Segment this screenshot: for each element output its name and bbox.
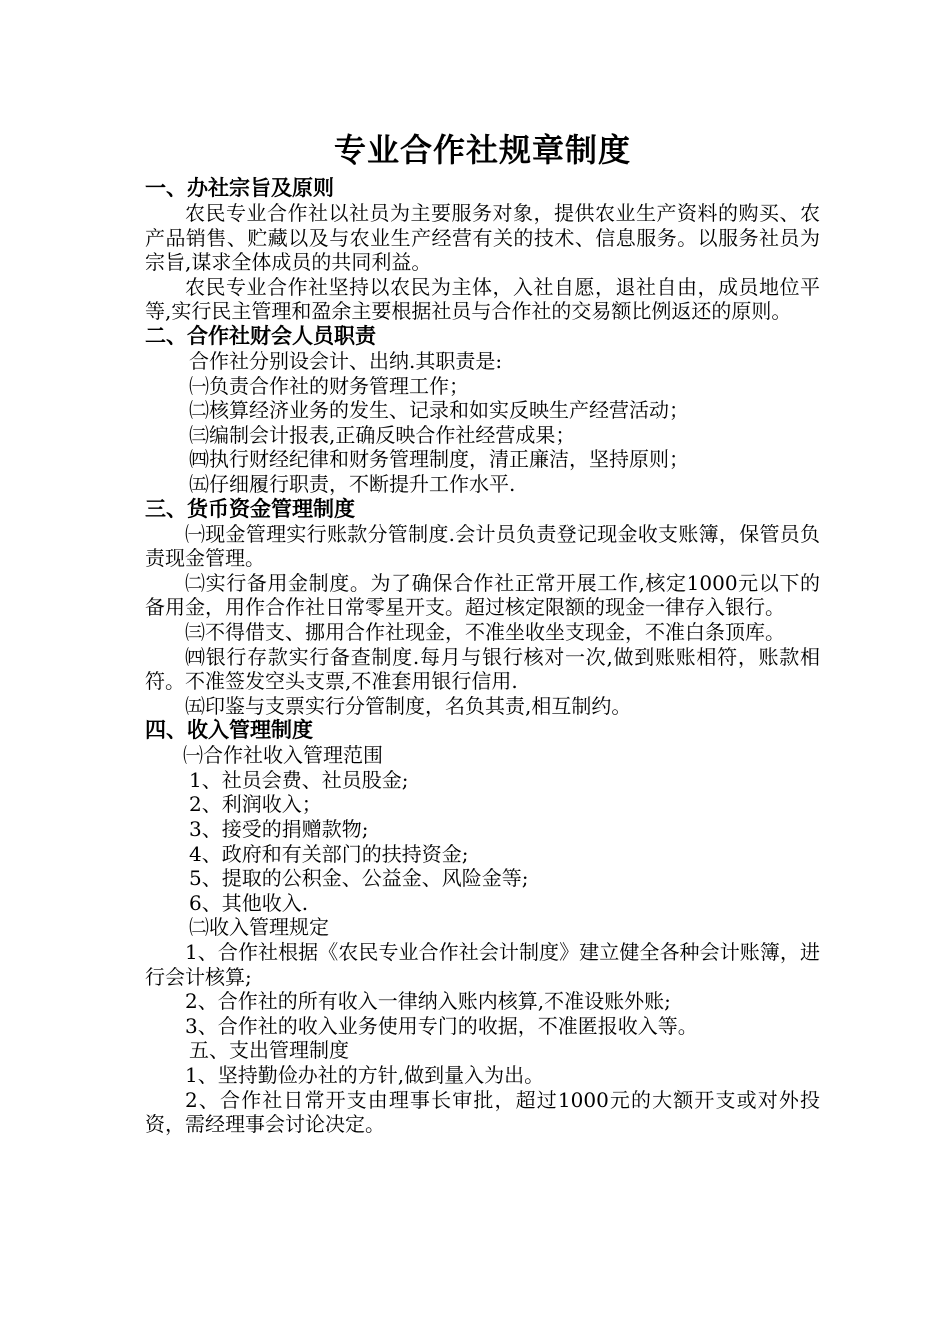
section-2-intro: 合作社分别设会计、出纳.其职责是:	[189, 348, 503, 373]
section-4-subheading-1: ㈠合作社收入管理范围	[183, 743, 383, 768]
section-1-paragraph-1: 农民专业合作社以社员为主要服务对象，提供农业生产资料的购买、农产品销售、贮藏以及与农业生产经营有关的技术、信息服务。以服务社员为宗旨,谋求全体成员的共同利益。	[145, 201, 820, 275]
section-3-item: ㈤印鉴与支票实行分管制度，名负其责,相互制约。	[185, 693, 632, 718]
section-4-rule: 1、合作社根据《农民专业合作社会计制度》建立健全各种会计账簿，进行会计核算;	[145, 940, 820, 989]
section-4-heading: 四、收入管理制度	[145, 718, 313, 743]
section-5-item: 2、合作社日常开支由理事长审批，超过1000元的大额开支或对外投资，需经理事会讨论决定。	[145, 1087, 820, 1137]
section-4-list-item: 2、利润收入；	[189, 792, 322, 817]
section-4-rule: 2、合作社的所有收入一律纳入账内核算,不准设账外账;	[185, 989, 671, 1014]
section-2-item: ㈠负责合作社的财务管理工作；	[189, 373, 469, 398]
section-3-item: ㈣银行存款实行备查制度.每月与银行核对一次,做到账账相符，账款相符。不准签发空头支票,不准套用银行信用.	[145, 644, 820, 694]
section-3-item: ㈠现金管理实行账款分管制度.会计员负责登记现金收支账簿，保管员负责现金管理。	[145, 521, 820, 571]
section-3-heading: 三、货币资金管理制度	[145, 496, 355, 521]
section-4-list-item: 6、其他收入.	[189, 890, 309, 915]
section-2-item: ㈡核算经济业务的发生、记录和如实反映生产经营活动；	[189, 398, 689, 423]
document-title: 专业合作社规章制度	[333, 131, 631, 169]
section-2-item: ㈢编制会计报表,正确反映合作社经营成果；	[189, 422, 576, 447]
section-4-list-item: 1、社员会费、社员股金;	[189, 767, 409, 792]
document-page	[145, 128, 820, 1137]
section-2-item: ㈣执行财经纪律和财务管理制度，清正廉洁，坚持原则；	[189, 447, 689, 472]
section-4-list-item: 4、政府和有关部门的扶持资金;	[189, 841, 469, 866]
section-4-rule: 3、合作社的收入业务使用专门的收据，不准匿报收入等。	[185, 1013, 698, 1038]
section-2-heading: 二、合作社财会人员职责	[145, 323, 376, 348]
section-4-list-item: 5、提取的公积金、公益金、风险金等;	[189, 866, 529, 891]
section-2-item: ㈤仔细履行职责，不断提升工作水平.	[189, 471, 516, 496]
section-3-item: ㈢不得借支、挪用合作社现金，不准坐收坐支现金，不准白条顶库。	[185, 619, 785, 644]
section-3-item: ㈡实行备用金制度。为了确保合作社正常开展工作,核定1000元以下的备用金，用作合作社日常零星开支。超过核定限额的现金一律存入银行。	[145, 570, 820, 620]
section-4-list-item: 3、接受的捐赠款物;	[189, 817, 369, 842]
section-4-subheading-2: ㈡收入管理规定	[189, 915, 329, 940]
section-1-paragraph-2: 农民专业合作社坚持以农民为主体，入社自愿，退社自由，成员地位平等,实行民主管理和盈余主要根据社员与合作社的交易额比例返还的原则。	[145, 274, 820, 324]
section-5-item: 1、坚持勤俭办社的方针,做到量入为出。	[185, 1063, 545, 1087]
section-1-heading: 一、办社宗旨及原则	[145, 176, 334, 200]
section-5-heading: 五、支出管理制度	[189, 1038, 349, 1063]
